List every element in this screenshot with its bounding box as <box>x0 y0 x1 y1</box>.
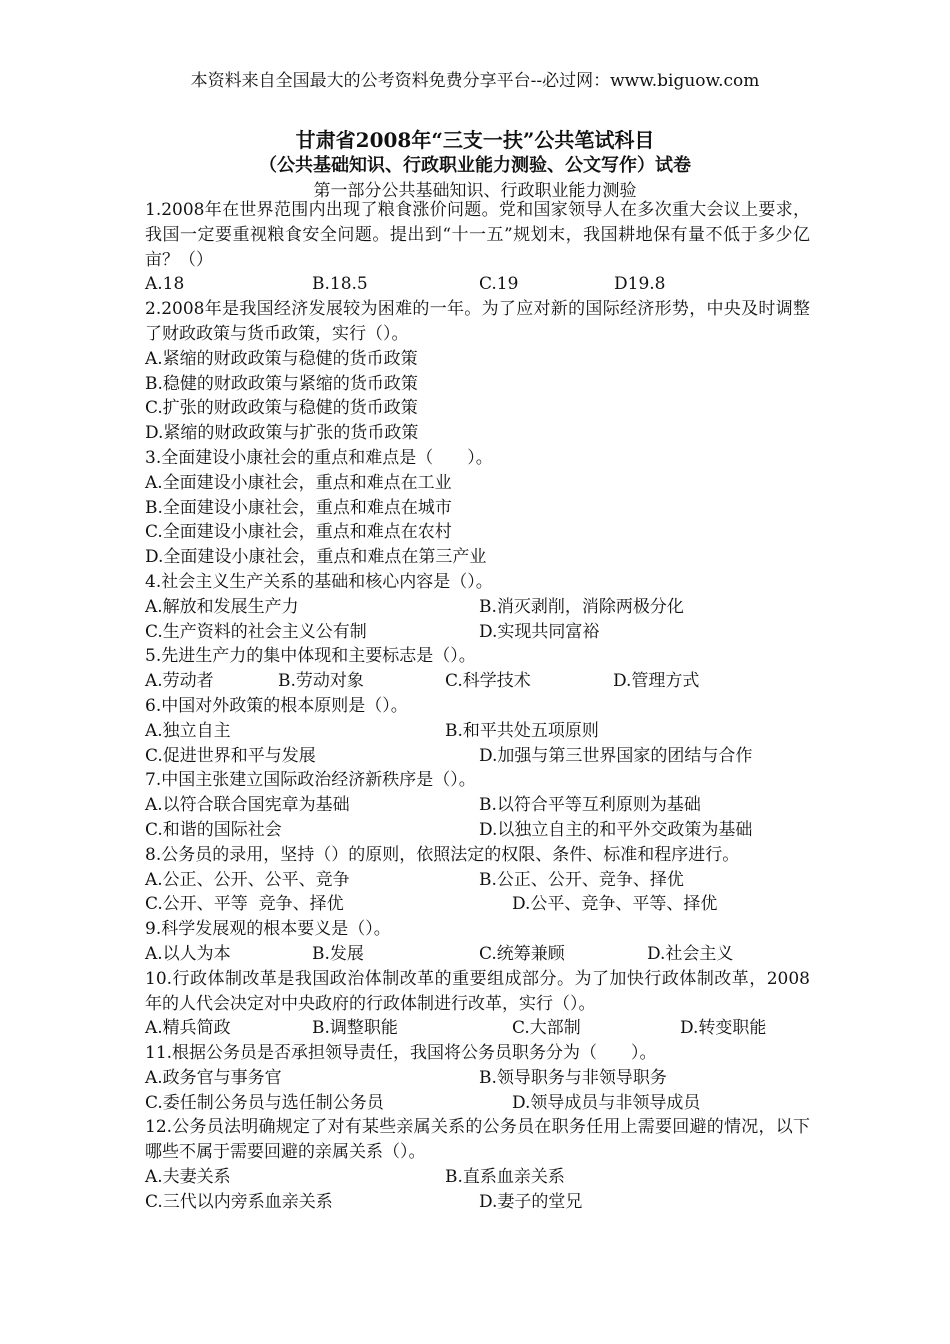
option-b: B.18.5 <box>312 274 368 295</box>
option-c: C.公开、平等 竞争、择优 <box>145 894 344 915</box>
option-d: D.妻子的堂兄 <box>479 1191 583 1212</box>
options-row <box>145 272 810 297</box>
option-b: B.发展 <box>312 943 364 964</box>
option-a: A.全面建设小康社会，重点和难点在工业 <box>145 472 452 493</box>
options-row <box>145 818 810 843</box>
source-header: 本资料来自全国最大的公考资料免费分享平台--必过网：www.biguow.com <box>190 71 760 91</box>
option-a: A.以人为本 <box>145 943 231 964</box>
option-d: D19.8 <box>614 274 666 295</box>
options-row <box>145 1016 810 1041</box>
option-d: D.公平、竞争、平等、择优 <box>512 894 718 915</box>
option-d: D.全面建设小康社会，重点和难点在第三产业 <box>145 547 487 568</box>
options-row <box>145 719 810 744</box>
option-c: C.统筹兼顾 <box>479 943 565 964</box>
option-a: A.紧缩的财政政策与稳健的货币政策 <box>145 348 418 369</box>
question-12: 12.公务员法明确规定了对有某些亲属关系的公务员在职务任用上需要回避的情况，以下哪些不属于需要回避的亲属关系（）。 <box>145 1117 810 1163</box>
question-7: 7.中国主张建立国际政治经济新秩序是（）。 <box>145 770 476 791</box>
option-d: D.管理方式 <box>613 671 700 692</box>
question-8: 8.公务员的录用，坚持（）的原则，依照法定的权限、条件、标准和程序进行。 <box>145 844 740 865</box>
option-c: C.委任制公务员与选任制公务员 <box>145 1092 384 1113</box>
option-d: D.社会主义 <box>647 943 734 964</box>
option-a: A.解放和发展生产力 <box>145 596 299 617</box>
option-a: A.政务官与事务官 <box>145 1067 282 1088</box>
option-d: D.紧缩的财政政策与扩张的货币政策 <box>145 423 419 444</box>
option-c: C.和谐的国际社会 <box>145 819 282 840</box>
option-c: C.促进世界和平与发展 <box>145 745 316 766</box>
exam-subtitle: （公共基础知识、行政职业能力测验、公文写作）试卷 <box>259 155 691 176</box>
option-d: D.转变职能 <box>680 1018 767 1039</box>
options-row <box>145 942 810 967</box>
options-row <box>145 868 810 893</box>
option-c: C.三代以内旁系血亲关系 <box>145 1191 333 1212</box>
question-10: 10.行政体制改革是我国政治体制改革的重要组成部分。为了加快行政体制改革，2008年的人代会决定对中央政府的行政体制进行改革，实行（）。 <box>145 968 810 1014</box>
option-a: A.公正、公开、公平、竞争 <box>145 869 350 890</box>
option-b: B.劳动对象 <box>278 671 364 692</box>
option-a: A.以符合联合国宪章为基础 <box>145 795 350 816</box>
option-d: D.实现共同富裕 <box>479 621 600 642</box>
question-9: 9.科学发展观的根本要义是（）。 <box>145 919 391 940</box>
question-list <box>145 198 810 1215</box>
option-b: B.直系血亲关系 <box>445 1167 565 1188</box>
option-c: C.生产资料的社会主义公有制 <box>145 621 367 642</box>
option-b: B.和平共处五项原则 <box>445 720 599 741</box>
option-b: B.消灭剥削，消除两极分化 <box>479 596 684 617</box>
option-c: C.科学技术 <box>445 671 531 692</box>
options-row <box>145 744 810 769</box>
option-a: A.独立自主 <box>145 720 231 741</box>
option-a: A.劳动者 <box>145 671 214 692</box>
option-b: B.以符合平等互利原则为基础 <box>479 795 701 816</box>
option-b: B.稳健的财政政策与紧缩的货币政策 <box>145 373 418 394</box>
exam-title: 甘肃省2008年“三支一扶”公共笔试科目 <box>295 128 655 152</box>
option-a: A.精兵简政 <box>145 1018 231 1039</box>
option-b: B.全面建设小康社会，重点和难点在城市 <box>145 497 452 518</box>
options-row <box>145 669 810 694</box>
option-d: D.以独立自主的和平外交政策为基础 <box>479 819 753 840</box>
options-row <box>145 620 810 645</box>
options-row <box>145 1091 810 1116</box>
question-6: 6.中国对外政策的根本原则是（）。 <box>145 695 408 716</box>
option-c: C.全面建设小康社会，重点和难点在农村 <box>145 522 452 543</box>
option-a: A.18 <box>145 274 185 295</box>
options-row <box>145 1066 810 1091</box>
question-11: 11.根据公务员是否承担领导责任，我国将公务员职务分为（ ）。 <box>145 1043 657 1064</box>
options-row <box>145 1165 810 1190</box>
option-d: D.领导成员与非领导成员 <box>512 1092 701 1113</box>
question-4: 4.社会主义生产关系的基础和核心内容是（）。 <box>145 571 493 592</box>
options-row <box>145 1190 810 1215</box>
question-3: 3.全面建设小康社会的重点和难点是（ ）。 <box>145 447 493 468</box>
option-a: A.夫妻关系 <box>145 1167 231 1188</box>
question-5: 5.先进生产力的集中体现和主要标志是（）。 <box>145 646 476 667</box>
option-c: C.19 <box>479 274 519 295</box>
options-row <box>145 892 810 917</box>
option-b: B.公正、公开、竞争、择优 <box>479 869 684 890</box>
options-row <box>145 595 810 620</box>
option-b: B.领导职务与非领导职务 <box>479 1067 667 1088</box>
option-c: C.大部制 <box>512 1018 581 1039</box>
option-c: C.扩张的财政政策与稳健的货币政策 <box>145 398 418 419</box>
option-b: B.调整职能 <box>312 1018 398 1039</box>
section-heading: 第一部分公共基础知识、行政职业能力测验 <box>313 181 637 201</box>
question-1: 1.2008年在世界范围内出现了粮食涨价问题。党和国家领导人在多次重大会议上要求，我国一定要重视粮食安全问题。提出到“十一五”规划末，我国耕地保有量不低于多少亿亩？（） <box>145 200 810 270</box>
option-d: D.加强与第三世界国家的团结与合作 <box>479 745 753 766</box>
question-2: 2.2008年是我国经济发展较为困难的一年。为了应对新的国际经济形势，中央及时调整了财政政策与货币政策，实行（）。 <box>145 299 810 344</box>
options-row <box>145 793 810 818</box>
